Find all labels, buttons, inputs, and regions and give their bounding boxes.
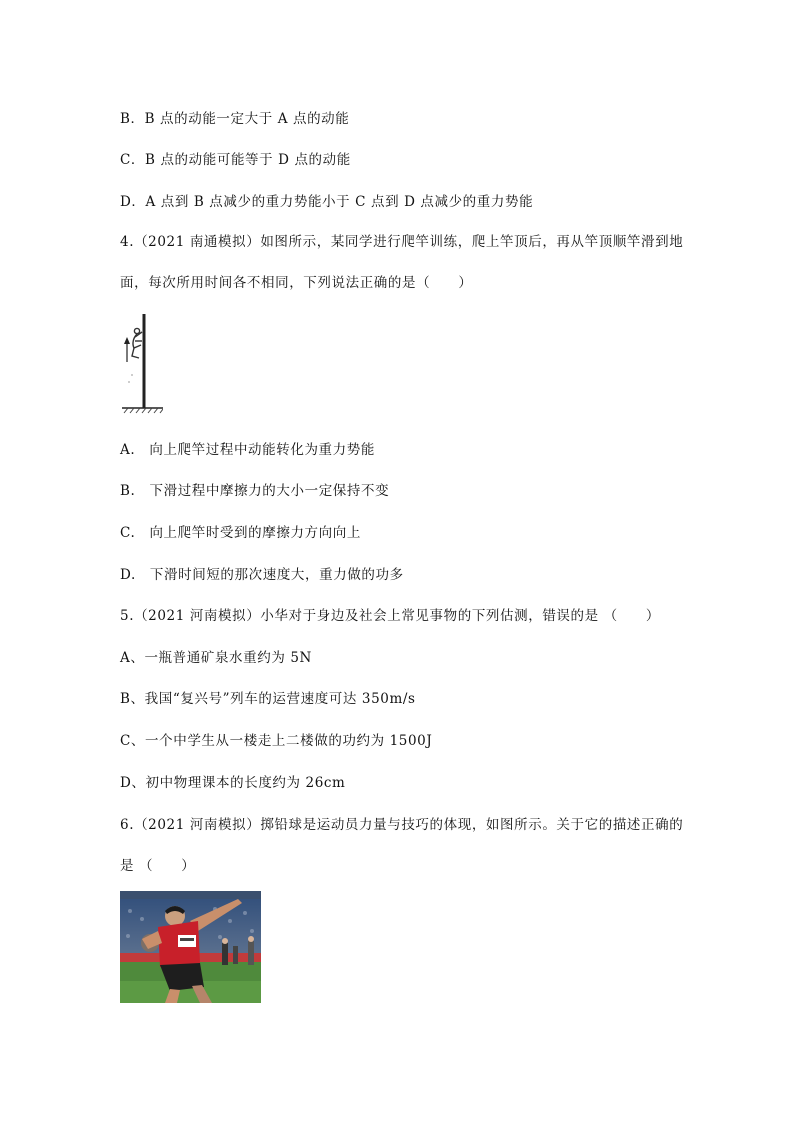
q4-stem-line1: 4.（2021 南通模拟）如图所示，某同学进行爬竿训练，爬上竿顶后，再从竿顶顺竿滑到地 bbox=[120, 234, 684, 250]
q5-option-c: C、一个中学生从一楼走上二楼做的功约为 1500J bbox=[120, 733, 433, 749]
q3-option-d: D．A 点到 B 点减少的重力势能小于 C 点到 D 点减少的重力势能 bbox=[120, 194, 534, 210]
q5-option-a: A、一瓶普通矿泉水重约为 5N bbox=[120, 650, 312, 666]
q6-stem-line2: 是 （ ） bbox=[120, 858, 196, 874]
q5-option-d: D、初中物理课本的长度约为 26cm bbox=[120, 775, 346, 791]
q3-option-b: B．B 点的动能一定大于 A 点的动能 bbox=[120, 111, 350, 127]
q4-stem-line2: 面，每次所用时间各不相同，下列说法正确的是（ ） bbox=[120, 275, 473, 291]
q4-option-c: C. 向上爬竿时受到的摩擦力方向向上 bbox=[120, 525, 361, 541]
q4-option-b: B. 下滑过程中摩擦力的大小一定保持不变 bbox=[120, 483, 390, 499]
shot-put-photo bbox=[120, 891, 261, 1003]
q6-stem-line1: 6.（2021 河南模拟）掷铅球是运动员力量与技巧的体现，如图所示。关于它的描述正确的 bbox=[120, 817, 684, 833]
q4-option-a: A. 向上爬竿过程中动能转化为重力势能 bbox=[120, 442, 375, 458]
q4-option-d: D. 下滑时间短的那次速度大，重力做的功多 bbox=[120, 567, 404, 583]
q5-stem: 5.（2021 河南模拟）小华对于身边及社会上常见事物的下列估测，错误的是 （ ） bbox=[120, 608, 661, 624]
q5-option-b: B、我国“复兴号”列车的运营速度可达 350m/s bbox=[120, 691, 416, 707]
q3-option-c: C．B 点的动能可能等于 D 点的动能 bbox=[120, 152, 351, 168]
pole-climbing-figure bbox=[119, 312, 163, 414]
